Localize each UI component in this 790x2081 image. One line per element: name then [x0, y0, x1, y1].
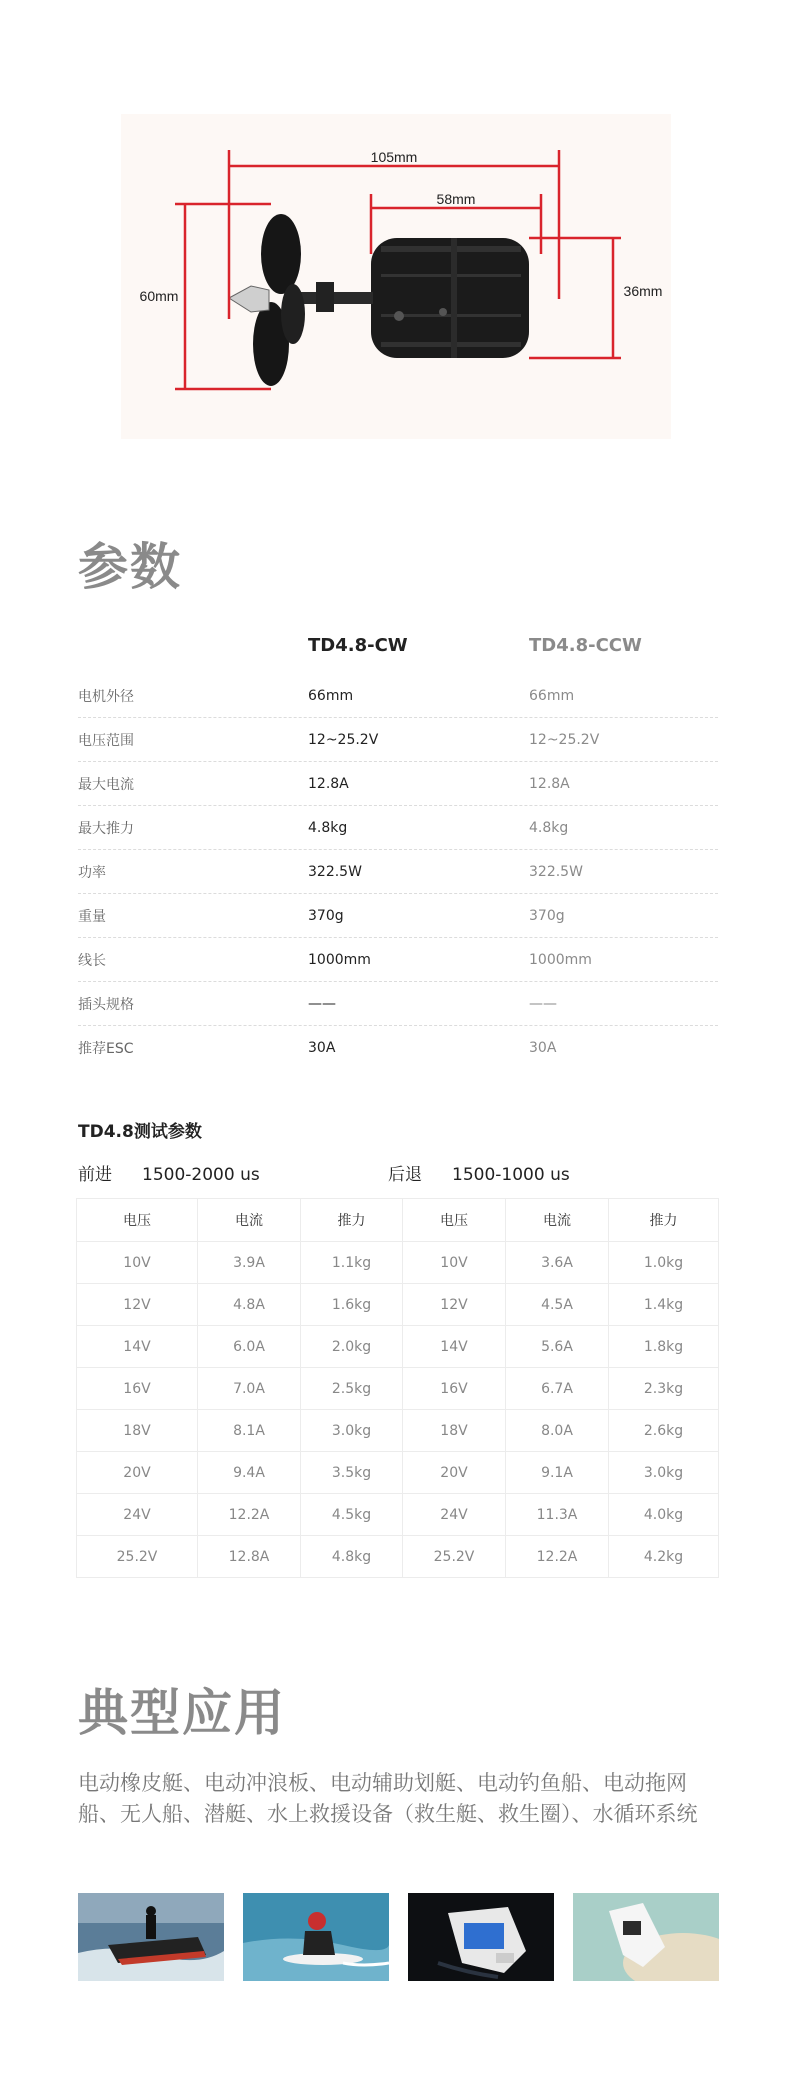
- spec-value-cw: 12.8A: [308, 775, 349, 792]
- table-cell: 1.4kg: [609, 1284, 719, 1326]
- table-cell: 12V: [77, 1284, 198, 1326]
- photo-unmanned-boat: [573, 1893, 719, 1981]
- table-cell: 1.0kg: [609, 1242, 719, 1284]
- motor-dimension-diagram: [121, 114, 671, 439]
- photo-electric-surfboard: [243, 1893, 389, 1981]
- table-cell: 4.5A: [506, 1284, 609, 1326]
- reverse-value: 1500-1000 us: [452, 1165, 570, 1185]
- table-cell: 4.5kg: [301, 1494, 403, 1536]
- table-cell: 6.7A: [506, 1368, 609, 1410]
- spec-value-cw: ——: [308, 995, 336, 1012]
- motor-body: [371, 238, 529, 358]
- reverse-label: 后退: [388, 1165, 422, 1185]
- spec-label: 推荐ESC: [78, 1041, 134, 1057]
- table-cell: 4.8A: [198, 1284, 301, 1326]
- table-cell: 6.0A: [198, 1326, 301, 1368]
- table-header-row: [77, 1199, 719, 1242]
- dim-total-length: 105mm: [370, 149, 418, 165]
- table-cell: 7.0A: [198, 1368, 301, 1410]
- test-data-table: [76, 1198, 719, 1578]
- column-header: 推力: [301, 1199, 403, 1242]
- motor-diagram-svg: [121, 114, 671, 439]
- applications-text: 电动橡皮艇、电动冲浪板、电动辅助划艇、电动钓鱼船、电动拖网船、无人船、潜艇、水上救援设备（救生艇、救生圈）、水循环系统: [78, 1771, 698, 1826]
- spec-label: 最大推力: [78, 820, 134, 837]
- spec-value-ccw: 12~25.2V: [529, 731, 600, 748]
- table-cell: 24V: [403, 1494, 506, 1536]
- table-cell: 2.5kg: [301, 1368, 403, 1410]
- spec-row: [78, 718, 718, 762]
- spec-value-ccw: 370g: [529, 907, 565, 924]
- table-cell: 12.2A: [198, 1494, 301, 1536]
- spec-row: [78, 762, 718, 806]
- table-cell: 1.6kg: [301, 1284, 403, 1326]
- spec-label: 电压范围: [78, 732, 134, 749]
- table-cell: 9.1A: [506, 1452, 609, 1494]
- spec-row: [78, 674, 718, 718]
- table-row: [77, 1368, 719, 1410]
- table-cell: 12.8A: [198, 1536, 301, 1578]
- spec-row: [78, 982, 718, 1026]
- table-cell: 3.0kg: [301, 1410, 403, 1452]
- spec-value-ccw: 30A: [529, 1040, 557, 1056]
- spec-value-ccw: ——: [529, 995, 557, 1012]
- spec-value-cw: 66mm: [308, 687, 354, 704]
- spec-value-cw: 30A: [308, 1040, 336, 1056]
- table-cell: 5.6A: [506, 1326, 609, 1368]
- table-row: [77, 1242, 719, 1284]
- table-cell: 4.0kg: [609, 1494, 719, 1536]
- table-cell: 10V: [403, 1242, 506, 1284]
- column-header: 推力: [609, 1199, 719, 1242]
- spec-value-ccw: 66mm: [529, 687, 575, 704]
- table-cell: 16V: [403, 1368, 506, 1410]
- table-cell: 3.9A: [198, 1242, 301, 1284]
- table-cell: 11.3A: [506, 1494, 609, 1536]
- table-row: [77, 1410, 719, 1452]
- table-cell: 20V: [77, 1452, 198, 1494]
- table-row: [77, 1284, 719, 1326]
- table-cell: 1.8kg: [609, 1326, 719, 1368]
- table-row: [77, 1536, 719, 1578]
- table-cell: 25.2V: [403, 1536, 506, 1578]
- table-cell: 14V: [403, 1326, 506, 1368]
- table-cell: 18V: [77, 1410, 198, 1452]
- table-cell: 12.2A: [506, 1536, 609, 1578]
- spec-label: 插头规格: [78, 996, 134, 1013]
- applications-title: 典型应用: [78, 1684, 286, 1742]
- spec-value-cw: 4.8kg: [308, 819, 348, 836]
- table-cell: 16V: [77, 1368, 198, 1410]
- spec-label: 最大电流: [78, 776, 134, 793]
- motor-shaft: [299, 292, 373, 304]
- spec-value-ccw: 4.8kg: [529, 819, 569, 836]
- table-cell: 3.5kg: [301, 1452, 403, 1494]
- spec-row: [78, 894, 718, 938]
- spec-label: 线长: [78, 952, 106, 969]
- propeller-nose: [229, 286, 269, 312]
- table-cell: 12V: [403, 1284, 506, 1326]
- spec-value-ccw: 322.5W: [529, 863, 583, 880]
- table-row: [77, 1326, 719, 1368]
- table-cell: 8.0A: [506, 1410, 609, 1452]
- spec-value-ccw: 1000mm: [529, 951, 592, 968]
- specs-title: 参数: [78, 538, 182, 596]
- table-cell: 2.6kg: [609, 1410, 719, 1452]
- model-header-ccw: TD4.8-CCW: [529, 635, 642, 656]
- table-cell: 3.0kg: [609, 1452, 719, 1494]
- table-cell: 8.1A: [198, 1410, 301, 1452]
- spec-row: [78, 938, 718, 982]
- photo-inflatable-boat: [78, 1893, 224, 1981]
- dim-prop-diameter: 60mm: [139, 288, 179, 304]
- forward-label: 前进: [78, 1165, 112, 1185]
- table-row: [77, 1452, 719, 1494]
- table-row: [77, 1494, 719, 1536]
- test-title: TD4.8测试参数: [78, 1122, 202, 1142]
- table-cell: 9.4A: [198, 1452, 301, 1494]
- forward-range: [78, 1160, 260, 1185]
- dim-body-length: 58mm: [436, 191, 476, 207]
- column-header: 电流: [198, 1199, 301, 1242]
- spec-row: [78, 806, 718, 850]
- spec-label: 功率: [78, 864, 106, 881]
- table-cell: 4.8kg: [301, 1536, 403, 1578]
- column-header: 电压: [403, 1199, 506, 1242]
- spec-table: [78, 674, 718, 1070]
- table-cell: 2.0kg: [301, 1326, 403, 1368]
- column-header: 电流: [506, 1199, 609, 1242]
- spec-label: 电机外径: [78, 688, 134, 705]
- spec-value-cw: 370g: [308, 907, 344, 924]
- table-cell: 18V: [403, 1410, 506, 1452]
- spec-label: 重量: [78, 908, 106, 925]
- reverse-range: [388, 1160, 570, 1185]
- table-cell: 20V: [403, 1452, 506, 1494]
- forward-value: 1500-2000 us: [142, 1165, 260, 1185]
- dim-body-diameter: 36mm: [623, 283, 663, 299]
- photo-fishing-boat: [408, 1893, 554, 1981]
- spec-row: [78, 1026, 718, 1070]
- spec-value-cw: 12~25.2V: [308, 731, 379, 748]
- spec-value-cw: 1000mm: [308, 951, 371, 968]
- model-header-cw: TD4.8-CW: [308, 635, 408, 656]
- table-cell: 2.3kg: [609, 1368, 719, 1410]
- table-cell: 3.6A: [506, 1242, 609, 1284]
- propeller-blade: [261, 214, 301, 294]
- table-cell: 24V: [77, 1494, 198, 1536]
- table-cell: 14V: [77, 1326, 198, 1368]
- spec-row: [78, 850, 718, 894]
- table-cell: 25.2V: [77, 1536, 198, 1578]
- table-cell: 4.2kg: [609, 1536, 719, 1578]
- spec-value-cw: 322.5W: [308, 863, 362, 880]
- table-cell: 1.1kg: [301, 1242, 403, 1284]
- spec-value-ccw: 12.8A: [529, 775, 570, 792]
- table-cell: 10V: [77, 1242, 198, 1284]
- column-header: 电压: [77, 1199, 198, 1242]
